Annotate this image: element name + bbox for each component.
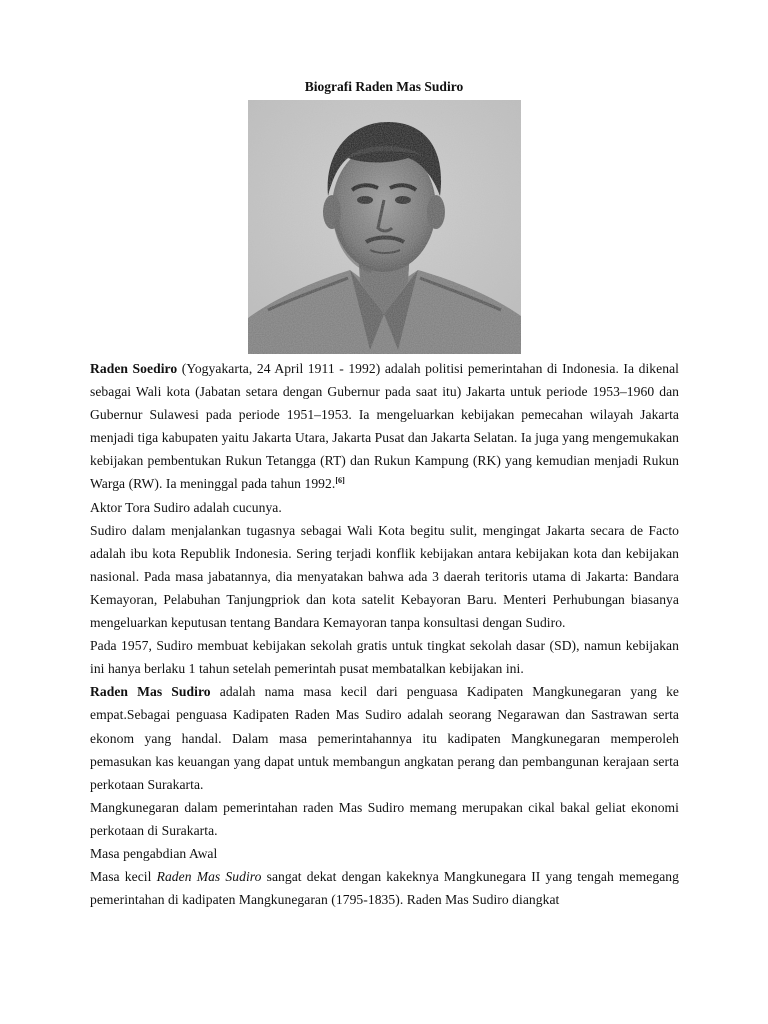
portrait-photo: [248, 100, 521, 354]
paragraph-tenure: Sudiro dalam menjalankan tugasnya sebagai Wali Kota begitu sulit, mengingat Jakarta secara de Facto adalah ibu kota Republik Indonesia. Sering terjadi konflik kebijakan antara kebijakan kota dan kebijakan nasional. Pada masa jabatannya, dia menyatakan bahwa ada 3 daerah teritoris utama di Jakarta: Bandara Kemayoran, Pelabuhan Tanjungpriok dan kota satelit Kebayoran Baru. Menteri Perhubungan biasanya mengeluarkan keputusan tentang Bandara Kemayoran tanpa konsultasi dengan Sudiro.: [90, 522, 679, 631]
paragraph-grandson: Aktor Tora Sudiro adalah cucunya.: [90, 499, 282, 515]
name-bold: Raden Mas Sudiro: [90, 684, 211, 700]
paragraph-text: Masa kecil: [90, 869, 157, 885]
name-italic: Raden Mas Sudiro: [156, 869, 262, 885]
portrait-image-icon: [248, 100, 521, 354]
paragraph-mangkunegaran: [90, 680, 679, 795]
section-heading: Masa pengabdian Awal: [90, 845, 218, 861]
paragraph-text: sangat dekat dengan kakeknya Mangkunegara II yang tengah memegang pemerintahan di kadipaten Mangkunegaran (1795-1835). Raden Mas Sudiro diangkat: [90, 869, 679, 908]
footnote-link[interactable]: [6]: [335, 476, 345, 486]
document-title: Biografi Raden Mas Sudiro: [304, 79, 464, 94]
paragraph-early-life: [90, 865, 679, 911]
paragraph-economy: Mangkunegaran dalam pemerintahan raden Mas Sudiro memang merupakan cikal bakal geliat ekonomi perkotaan di Surakarta.: [90, 799, 679, 838]
name-bold: Raden Soediro: [90, 361, 178, 376]
document-body: [90, 357, 679, 911]
paragraph-text: (Yogyakarta, 24 April 1911 - 1992) adalah politisi pemerintahan di Indonesia. Ia dikenal sebagai Wali kota (Jabatan setara dengan Gubernur pada saat itu) Jakarta untuk periode 1953–1960 dan Gubernur Sulawesi pada periode 1951–1953. Ia mengeluarkan kebijakan pemecahan wilayah Jakarta menjadi tiga kabupaten yaitu Jakarta Utara, Jakarta Pusat dan Jakarta Selatan. Ia juga yang mengemukakan kebijakan pembentukan Rukun Tetangga (RT) dan Rukun Kampung (RK) yang kemudian menjadi Rukun Warga (RW). Ia meninggal pada tahun 1992.: [90, 361, 679, 492]
paragraph-school-policy: Pada 1957, Sudiro membuat kebijakan sekolah gratis untuk tingkat sekolah dasar (SD), namun kebijakan ini hanya berlaku 1 tahun setelah pemerintah pusat membatalkan kebijakan ini.: [90, 638, 679, 677]
paragraph-text: adalah nama masa kecil dari penguasa Kadipaten Mangkunegaran yang ke empat.Sebagai penguasa Kadipaten Raden Mas Sudiro adalah seorang Negarawan dan Sastrawan serta ekonom yang handal. Dalam masa pemerintahannya itu kadipaten Mangkunegaran memperoleh pemasukan kas keuangan yang dapat untuk membangun angkatan perang dan pembangunan kerajaan serta perkotaan Surakarta.: [90, 684, 679, 792]
paragraph-intro: [90, 357, 679, 496]
